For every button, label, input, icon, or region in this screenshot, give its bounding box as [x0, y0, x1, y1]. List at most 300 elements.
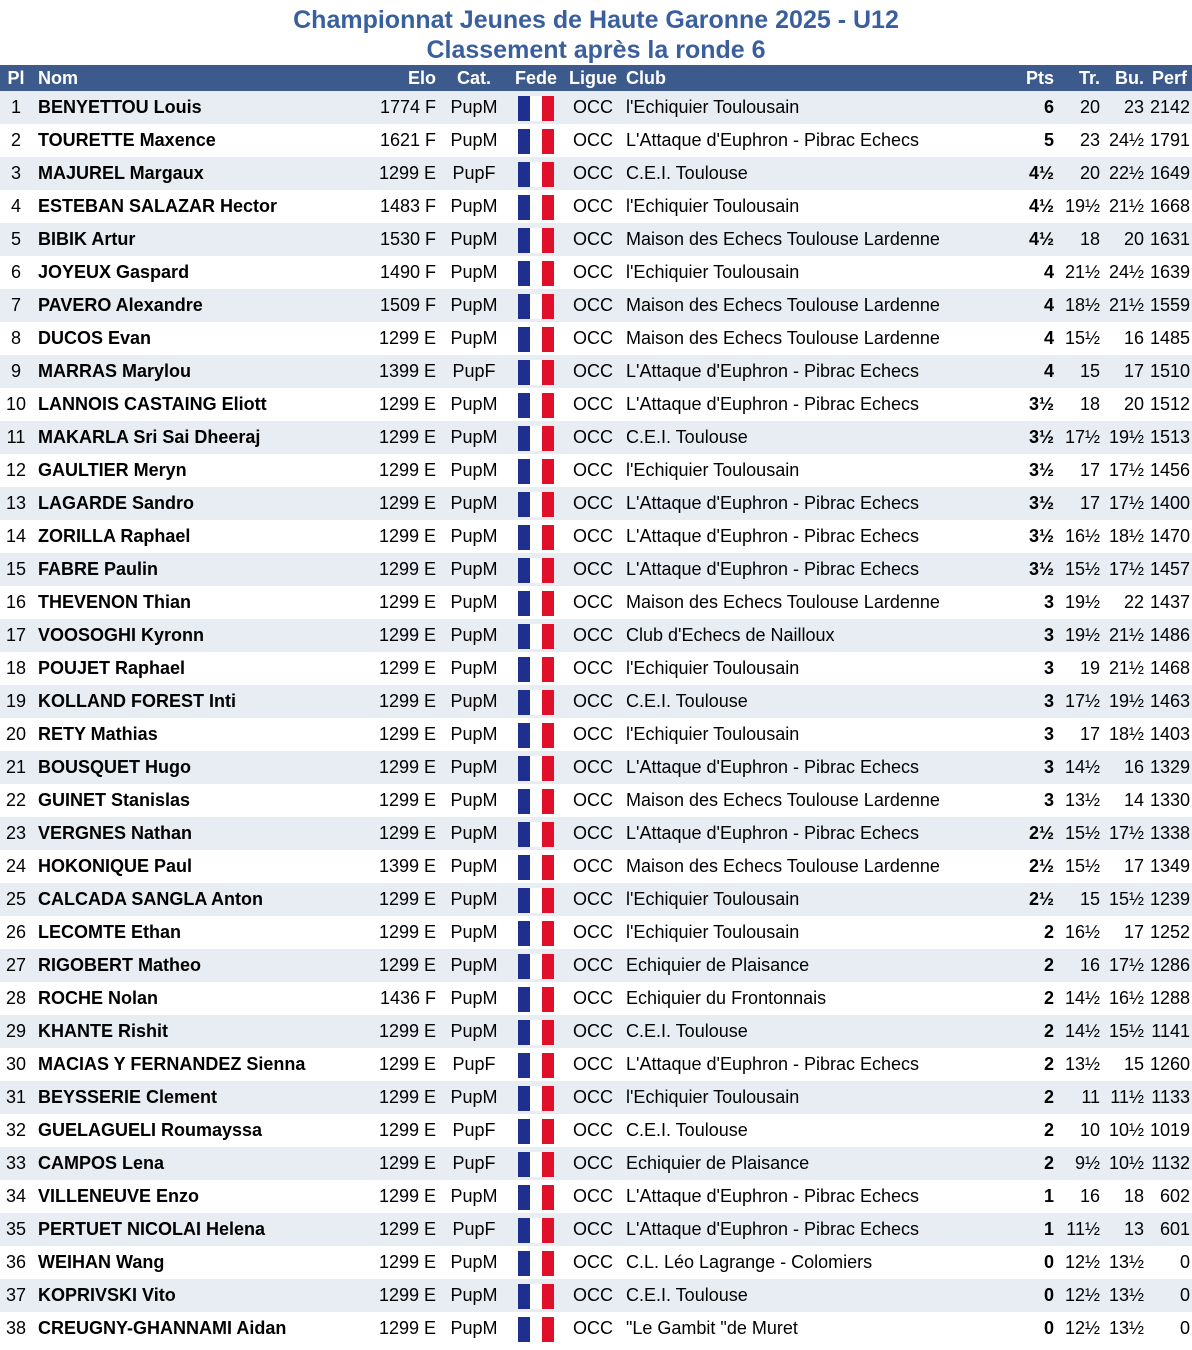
table-row: [0, 355, 1192, 388]
cell-tr: 14½: [1064, 1021, 1100, 1041]
france-flag-icon: [518, 162, 554, 187]
cell-perf: 1349: [1149, 856, 1190, 876]
cell-elo: 1399 E: [378, 361, 436, 381]
france-flag-icon: [518, 822, 554, 847]
cell-ligue: OCC: [573, 427, 613, 447]
cell-pl: 12: [5, 460, 27, 480]
standings-table: [0, 65, 1192, 1345]
cell-tr: 15½: [1064, 856, 1100, 876]
cell-perf: 1239: [1149, 889, 1190, 909]
cell-fede: [508, 256, 564, 289]
france-flag-icon: [518, 459, 554, 484]
cell-player-name[interactable]: CALCADA SANGLA Anton: [38, 889, 263, 909]
cell-points: 3: [1043, 592, 1054, 612]
cell-player-name[interactable]: MAKARLA Sri Sai Dheeraj: [38, 427, 261, 447]
cell-player-name[interactable]: WEIHAN Wang: [38, 1252, 165, 1272]
cell-ligue: OCC: [573, 955, 613, 975]
cell-category: PupM: [450, 460, 498, 480]
cell-club: L'Attaque d'Euphron - Pibrac Echecs: [626, 1054, 920, 1074]
cell-perf: 1133: [1151, 1087, 1190, 1107]
table-row: [0, 1015, 1192, 1048]
table-row: [0, 850, 1192, 883]
cell-elo: 1399 E: [378, 856, 436, 876]
cell-fede: [508, 421, 564, 454]
cell-pl: 1: [10, 97, 21, 117]
cell-tr: 12½: [1064, 1252, 1100, 1272]
cell-fede: [508, 1015, 564, 1048]
cell-category: PupM: [450, 1285, 498, 1305]
france-flag-icon: [518, 1086, 554, 1111]
cell-club: L'Attaque d'Euphron - Pibrac Echecs: [626, 493, 920, 513]
table-row: [0, 1081, 1192, 1114]
cell-points: 1: [1043, 1186, 1054, 1206]
cell-player-name[interactable]: BIBIK Artur: [38, 229, 136, 249]
cell-perf: 1457: [1149, 559, 1190, 579]
cell-club: Echiquier de Plaisance: [626, 955, 810, 975]
cell-perf: 1456: [1149, 460, 1190, 480]
france-flag-icon: [518, 228, 554, 253]
france-flag-icon: [518, 261, 554, 286]
page-title: Championnat Jeunes de Haute Garonne 2025 - U12: [293, 6, 899, 34]
france-flag-icon: [518, 558, 554, 583]
col-header-perf[interactable]: Perf: [1152, 68, 1188, 88]
cell-category: PupM: [450, 1186, 498, 1206]
col-header-ligue[interactable]: Ligue: [569, 68, 617, 88]
table-row: [0, 718, 1192, 751]
cell-ligue: OCC: [573, 328, 613, 348]
cell-elo: 1299 E: [378, 526, 436, 546]
france-flag-icon: [518, 426, 554, 451]
cell-bu: 21½: [1108, 625, 1144, 645]
cell-bu: 10½: [1108, 1153, 1144, 1173]
cell-elo: 1299 E: [378, 460, 436, 480]
cell-player-name[interactable]: TOURETTE Maxence: [38, 130, 216, 150]
cell-player-name[interactable]: BEYSSERIE Clement: [38, 1087, 218, 1107]
cell-pl: 34: [5, 1186, 27, 1206]
table-row: [0, 388, 1192, 421]
cell-ligue: OCC: [573, 922, 613, 942]
cell-ligue: OCC: [573, 559, 613, 579]
cell-ligue: OCC: [573, 1186, 613, 1206]
cell-club: L'Attaque d'Euphron - Pibrac Echecs: [626, 130, 920, 150]
cell-ligue: OCC: [573, 1285, 613, 1305]
cell-points: 3: [1043, 790, 1054, 810]
cell-bu: 15½: [1108, 889, 1144, 909]
france-flag-icon: [518, 624, 554, 649]
cell-bu: 18: [1123, 1186, 1144, 1206]
cell-elo: 1299 E: [378, 1318, 436, 1338]
cell-category: PupM: [450, 823, 498, 843]
cell-club: Maison des Echecs Toulouse Lardenne: [626, 328, 940, 348]
cell-elo: 1530 F: [379, 229, 436, 249]
cell-player-name[interactable]: HOKONIQUE Paul: [38, 856, 193, 876]
cell-pl: 19: [5, 691, 27, 711]
cell-club: L'Attaque d'Euphron - Pibrac Echecs: [626, 526, 920, 546]
col-header-club[interactable]: Club: [626, 68, 666, 88]
cell-points: 4: [1043, 328, 1054, 348]
cell-pl: 33: [5, 1153, 27, 1173]
table-row: [0, 1048, 1192, 1081]
cell-tr: 18: [1079, 229, 1100, 249]
cell-category: PupM: [450, 295, 498, 315]
table-row: [0, 487, 1192, 520]
cell-ligue: OCC: [573, 1054, 613, 1074]
cell-points: 3½: [1028, 493, 1054, 513]
table-header-row: [0, 65, 1192, 91]
cell-perf: 0: [1179, 1318, 1190, 1338]
france-flag-icon: [518, 1119, 554, 1144]
cell-category: PupM: [450, 856, 498, 876]
cell-points: 1: [1043, 1219, 1054, 1239]
cell-points: 2½: [1028, 889, 1054, 909]
cell-club: C.E.I. Toulouse: [626, 427, 748, 447]
cell-category: PupM: [450, 889, 498, 909]
france-flag-icon: [518, 1317, 554, 1342]
cell-tr: 19½: [1064, 196, 1100, 216]
cell-player-name[interactable]: DUCOS Evan: [38, 328, 152, 348]
col-header-bu[interactable]: Bu.: [1115, 68, 1144, 88]
cell-tr: 18½: [1064, 295, 1100, 315]
table-row: [0, 520, 1192, 553]
table-row: [0, 1312, 1192, 1345]
cell-perf: 1513: [1149, 427, 1190, 447]
col-header-pl[interactable]: Pl: [7, 68, 25, 88]
cell-tr: 17: [1079, 460, 1100, 480]
cell-pl: 6: [10, 262, 21, 282]
cell-tr: 11½: [1066, 1219, 1100, 1239]
cell-player-name[interactable]: FABRE Paulin: [38, 559, 159, 579]
cell-pl: 28: [5, 988, 27, 1008]
table-row: [0, 883, 1192, 916]
cell-player-name[interactable]: PAVERO Alexandre: [38, 295, 203, 315]
cell-pl: 7: [10, 295, 21, 315]
cell-tr: 14½: [1064, 988, 1100, 1008]
france-flag-icon: [518, 525, 554, 550]
cell-ligue: OCC: [573, 493, 613, 513]
cell-points: 3½: [1028, 526, 1054, 546]
cell-player-name[interactable]: CREUGNY-GHANNAMI Aidan: [38, 1318, 287, 1338]
cell-player-name[interactable]: PERTUET NICOLAI Helena: [38, 1219, 266, 1239]
cell-points: 3½: [1028, 394, 1054, 414]
cell-player-name[interactable]: THEVENON Thian: [38, 592, 192, 612]
cell-pl: 18: [5, 658, 27, 678]
cell-club: Maison des Echecs Toulouse Lardenne: [626, 592, 940, 612]
cell-perf: 1019: [1149, 1120, 1190, 1140]
cell-perf: 1791: [1149, 130, 1190, 150]
cell-points: 3: [1043, 757, 1054, 777]
cell-category: PupM: [450, 922, 498, 942]
cell-tr: 13½: [1064, 790, 1100, 810]
table-row: [0, 157, 1192, 190]
cell-tr: 19½: [1064, 592, 1100, 612]
cell-category: PupM: [450, 625, 498, 645]
cell-elo: 1299 E: [378, 493, 436, 513]
cell-perf: 1510: [1149, 361, 1190, 381]
cell-ligue: OCC: [573, 790, 613, 810]
cell-ligue: OCC: [573, 1318, 613, 1338]
cell-bu: 17: [1123, 922, 1144, 942]
cell-tr: 17½: [1064, 691, 1100, 711]
cell-player-name[interactable]: CAMPOS Lena: [38, 1153, 165, 1173]
cell-pl: 15: [5, 559, 27, 579]
cell-ligue: OCC: [573, 394, 613, 414]
col-header-fede[interactable]: Fede: [514, 68, 557, 88]
france-flag-icon: [518, 294, 554, 319]
cell-bu: 16½: [1108, 988, 1144, 1008]
table-row: [0, 421, 1192, 454]
cell-bu: 17: [1123, 361, 1144, 381]
cell-ligue: OCC: [573, 658, 613, 678]
cell-ligue: OCC: [573, 856, 613, 876]
cell-club: "Le Gambit "de Muret: [626, 1318, 798, 1338]
cell-elo: 1299 E: [378, 955, 436, 975]
cell-player-name[interactable]: VERGNES Nathan: [38, 823, 193, 843]
france-flag-icon: [518, 1284, 554, 1309]
table-row: [0, 817, 1192, 850]
cell-player-name[interactable]: KOPRIVSKI Vito: [38, 1285, 176, 1305]
cell-player-name[interactable]: POUJET Raphael: [38, 658, 186, 678]
cell-elo: 1299 E: [378, 922, 436, 942]
table-row: [0, 586, 1192, 619]
cell-pl: 5: [10, 229, 21, 249]
table-row: [0, 949, 1192, 982]
cell-club: C.E.I. Toulouse: [626, 163, 748, 183]
france-flag-icon: [518, 360, 554, 385]
col-header-tr[interactable]: Tr.: [1078, 68, 1100, 88]
cell-pl: 21: [5, 757, 27, 777]
cell-ligue: OCC: [573, 97, 613, 117]
cell-pl: 30: [5, 1054, 27, 1074]
cell-club: l'Echiquier Toulousain: [626, 1087, 800, 1107]
cell-player-name[interactable]: GUINET Stanislas: [38, 790, 191, 810]
france-flag-icon: [518, 657, 554, 682]
cell-player-name[interactable]: MARRAS Marylou: [38, 361, 192, 381]
cell-points: 2: [1043, 1153, 1054, 1173]
cell-perf: 1631: [1149, 229, 1190, 249]
table-row: [0, 1279, 1192, 1312]
cell-category: PupF: [452, 1219, 496, 1239]
cell-player-name[interactable]: ZORILLA Raphael: [38, 526, 191, 546]
table-row: [0, 256, 1192, 289]
cell-points: 6: [1043, 97, 1054, 117]
cell-club: C.L. Léo Lagrange - Colomiers: [626, 1252, 873, 1272]
france-flag-icon: [518, 921, 554, 946]
table-row: [0, 1213, 1192, 1246]
cell-bu: 19½: [1108, 427, 1144, 447]
cell-ligue: OCC: [573, 1219, 613, 1239]
page-subtitle: Classement après la ronde 6: [426, 36, 766, 64]
cell-elo: 1299 E: [378, 1153, 436, 1173]
col-header-pts[interactable]: Pts: [1025, 68, 1054, 88]
cell-points: 3½: [1028, 427, 1054, 447]
cell-perf: 1559: [1149, 295, 1190, 315]
cell-tr: 10: [1079, 1120, 1100, 1140]
cell-perf: 1132: [1151, 1153, 1190, 1173]
cell-category: PupM: [450, 1021, 498, 1041]
cell-player-name[interactable]: BOUSQUET Hugo: [38, 757, 191, 777]
cell-elo: 1299 E: [378, 790, 436, 810]
cell-fede: [508, 91, 564, 124]
france-flag-icon: [518, 987, 554, 1012]
cell-player-name[interactable]: KHANTE Rishit: [38, 1021, 168, 1041]
col-header-cat[interactable]: Cat.: [456, 68, 491, 88]
cell-elo: 1299 E: [378, 658, 436, 678]
cell-category: PupM: [450, 592, 498, 612]
cell-tr: 20: [1079, 97, 1100, 117]
cell-perf: 1260: [1149, 1054, 1190, 1074]
cell-ligue: OCC: [573, 1087, 613, 1107]
cell-tr: 21½: [1064, 262, 1100, 282]
cell-category: PupM: [450, 328, 498, 348]
cell-club: C.E.I. Toulouse: [626, 1285, 748, 1305]
cell-fede: [508, 1279, 564, 1312]
cell-bu: 11½: [1110, 1087, 1144, 1107]
cell-pl: 14: [5, 526, 27, 546]
cell-player-name[interactable]: RIGOBERT Matheo: [38, 955, 202, 975]
cell-perf: 1486: [1149, 625, 1190, 645]
cell-ligue: OCC: [573, 691, 613, 711]
cell-club: Echiquier de Plaisance: [626, 1153, 810, 1173]
france-flag-icon: [518, 690, 554, 715]
cell-perf: 2142: [1149, 97, 1190, 117]
cell-fede: [508, 586, 564, 619]
cell-fede: [508, 784, 564, 817]
cell-category: PupM: [450, 130, 498, 150]
cell-player-name[interactable]: JOYEUX Gaspard: [38, 262, 190, 282]
col-header-nom[interactable]: Nom: [38, 68, 78, 88]
cell-ligue: OCC: [573, 196, 613, 216]
cell-tr: 19½: [1064, 625, 1100, 645]
cell-pl: 9: [10, 361, 21, 381]
cell-perf: 0: [1179, 1252, 1190, 1272]
cell-player-name[interactable]: LECOMTE Ethan: [38, 922, 181, 942]
cell-ligue: OCC: [573, 295, 613, 315]
cell-fede: [508, 553, 564, 586]
cell-fede: [508, 223, 564, 256]
cell-tr: 20: [1079, 163, 1100, 183]
cell-perf: 1649: [1149, 163, 1190, 183]
cell-fede: [508, 982, 564, 1015]
cell-points: 2½: [1028, 823, 1054, 843]
cell-category: PupM: [450, 757, 498, 777]
cell-player-name[interactable]: LAGARDE Sandro: [38, 493, 195, 513]
cell-ligue: OCC: [573, 1021, 613, 1041]
cell-points: 0: [1043, 1318, 1054, 1338]
cell-category: PupF: [452, 361, 496, 381]
cell-fede: [508, 1180, 564, 1213]
cell-points: 4½: [1028, 163, 1054, 183]
cell-points: 3: [1043, 724, 1054, 744]
cell-player-name[interactable]: VILLENEUVE Enzo: [38, 1186, 200, 1206]
cell-player-name[interactable]: RETY Mathias: [38, 724, 158, 744]
col-header-elo[interactable]: Elo: [407, 68, 436, 88]
cell-player-name[interactable]: LANNOIS CASTAING Eliott: [38, 394, 267, 414]
table-row: [0, 454, 1192, 487]
cell-tr: 13½: [1064, 1054, 1100, 1074]
cell-points: 2: [1043, 1120, 1054, 1140]
cell-ligue: OCC: [573, 592, 613, 612]
cell-pl: 37: [5, 1285, 27, 1305]
cell-elo: 1299 E: [378, 625, 436, 645]
cell-bu: 15: [1123, 1054, 1144, 1074]
cell-bu: 21½: [1108, 658, 1144, 678]
cell-bu: 13: [1123, 1219, 1144, 1239]
cell-category: PupM: [450, 724, 498, 744]
cell-pl: 26: [5, 922, 27, 942]
cell-club: l'Echiquier Toulousain: [626, 889, 800, 909]
cell-tr: 16½: [1064, 526, 1100, 546]
cell-perf: 0: [1179, 1285, 1190, 1305]
cell-pl: 24: [5, 856, 27, 876]
cell-player-name[interactable]: VOOSOGHI Kyronn: [38, 625, 205, 645]
cell-perf: 1468: [1149, 658, 1190, 678]
cell-points: 4½: [1028, 196, 1054, 216]
cell-ligue: OCC: [573, 163, 613, 183]
table-row: [0, 751, 1192, 784]
cell-bu: 17½: [1108, 559, 1144, 579]
cell-tr: 12½: [1064, 1285, 1100, 1305]
cell-player-name[interactable]: MAJUREL Margaux: [38, 163, 204, 183]
cell-pl: 10: [5, 394, 27, 414]
cell-fede: [508, 124, 564, 157]
cell-tr: 14½: [1064, 757, 1100, 777]
cell-bu: 23: [1123, 97, 1144, 117]
cell-elo: 1299 E: [378, 1252, 436, 1272]
france-flag-icon: [518, 327, 554, 352]
france-flag-icon: [518, 129, 554, 154]
cell-bu: 18½: [1108, 526, 1144, 546]
cell-club: L'Attaque d'Euphron - Pibrac Echecs: [626, 1186, 920, 1206]
cell-elo: 1299 E: [378, 1120, 436, 1140]
cell-pl: 22: [5, 790, 27, 810]
cell-pl: 38: [5, 1318, 27, 1338]
cell-perf: 1141: [1151, 1021, 1190, 1041]
cell-ligue: OCC: [573, 262, 613, 282]
cell-club: L'Attaque d'Euphron - Pibrac Echecs: [626, 1219, 920, 1239]
cell-fede: [508, 883, 564, 916]
france-flag-icon: [518, 393, 554, 418]
cell-elo: 1299 E: [378, 592, 436, 612]
cell-perf: 1668: [1149, 196, 1190, 216]
cell-bu: 13½: [1108, 1252, 1144, 1272]
cell-pl: 31: [5, 1087, 27, 1107]
cell-player-name[interactable]: MACIAS Y FERNANDEZ Sienna: [38, 1054, 306, 1074]
cell-elo: 1299 E: [378, 724, 436, 744]
cell-fede: [508, 685, 564, 718]
cell-club: L'Attaque d'Euphron - Pibrac Echecs: [626, 361, 920, 381]
cell-tr: 15: [1079, 889, 1100, 909]
cell-player-name[interactable]: BENYETTOU Louis: [38, 97, 202, 117]
cell-player-name[interactable]: GUELAGUELI Roumayssa: [38, 1120, 263, 1140]
cell-player-name[interactable]: KOLLAND FOREST Inti: [38, 691, 236, 711]
cell-player-name[interactable]: GAULTIER Meryn: [38, 460, 187, 480]
cell-category: PupM: [450, 97, 498, 117]
cell-ligue: OCC: [573, 526, 613, 546]
france-flag-icon: [518, 1185, 554, 1210]
table-row: [0, 1114, 1192, 1147]
cell-club: L'Attaque d'Euphron - Pibrac Echecs: [626, 757, 920, 777]
cell-player-name[interactable]: ROCHE Nolan: [38, 988, 159, 1008]
cell-points: 3: [1043, 691, 1054, 711]
france-flag-icon: [518, 195, 554, 220]
cell-perf: 602: [1159, 1186, 1190, 1206]
cell-points: 2: [1043, 955, 1054, 975]
cell-player-name[interactable]: ESTEBAN SALAZAR Hector: [38, 196, 278, 216]
cell-category: PupF: [452, 163, 496, 183]
cell-fede: [508, 1213, 564, 1246]
cell-tr: 9½: [1074, 1153, 1100, 1173]
cell-elo: 1299 E: [378, 427, 436, 447]
